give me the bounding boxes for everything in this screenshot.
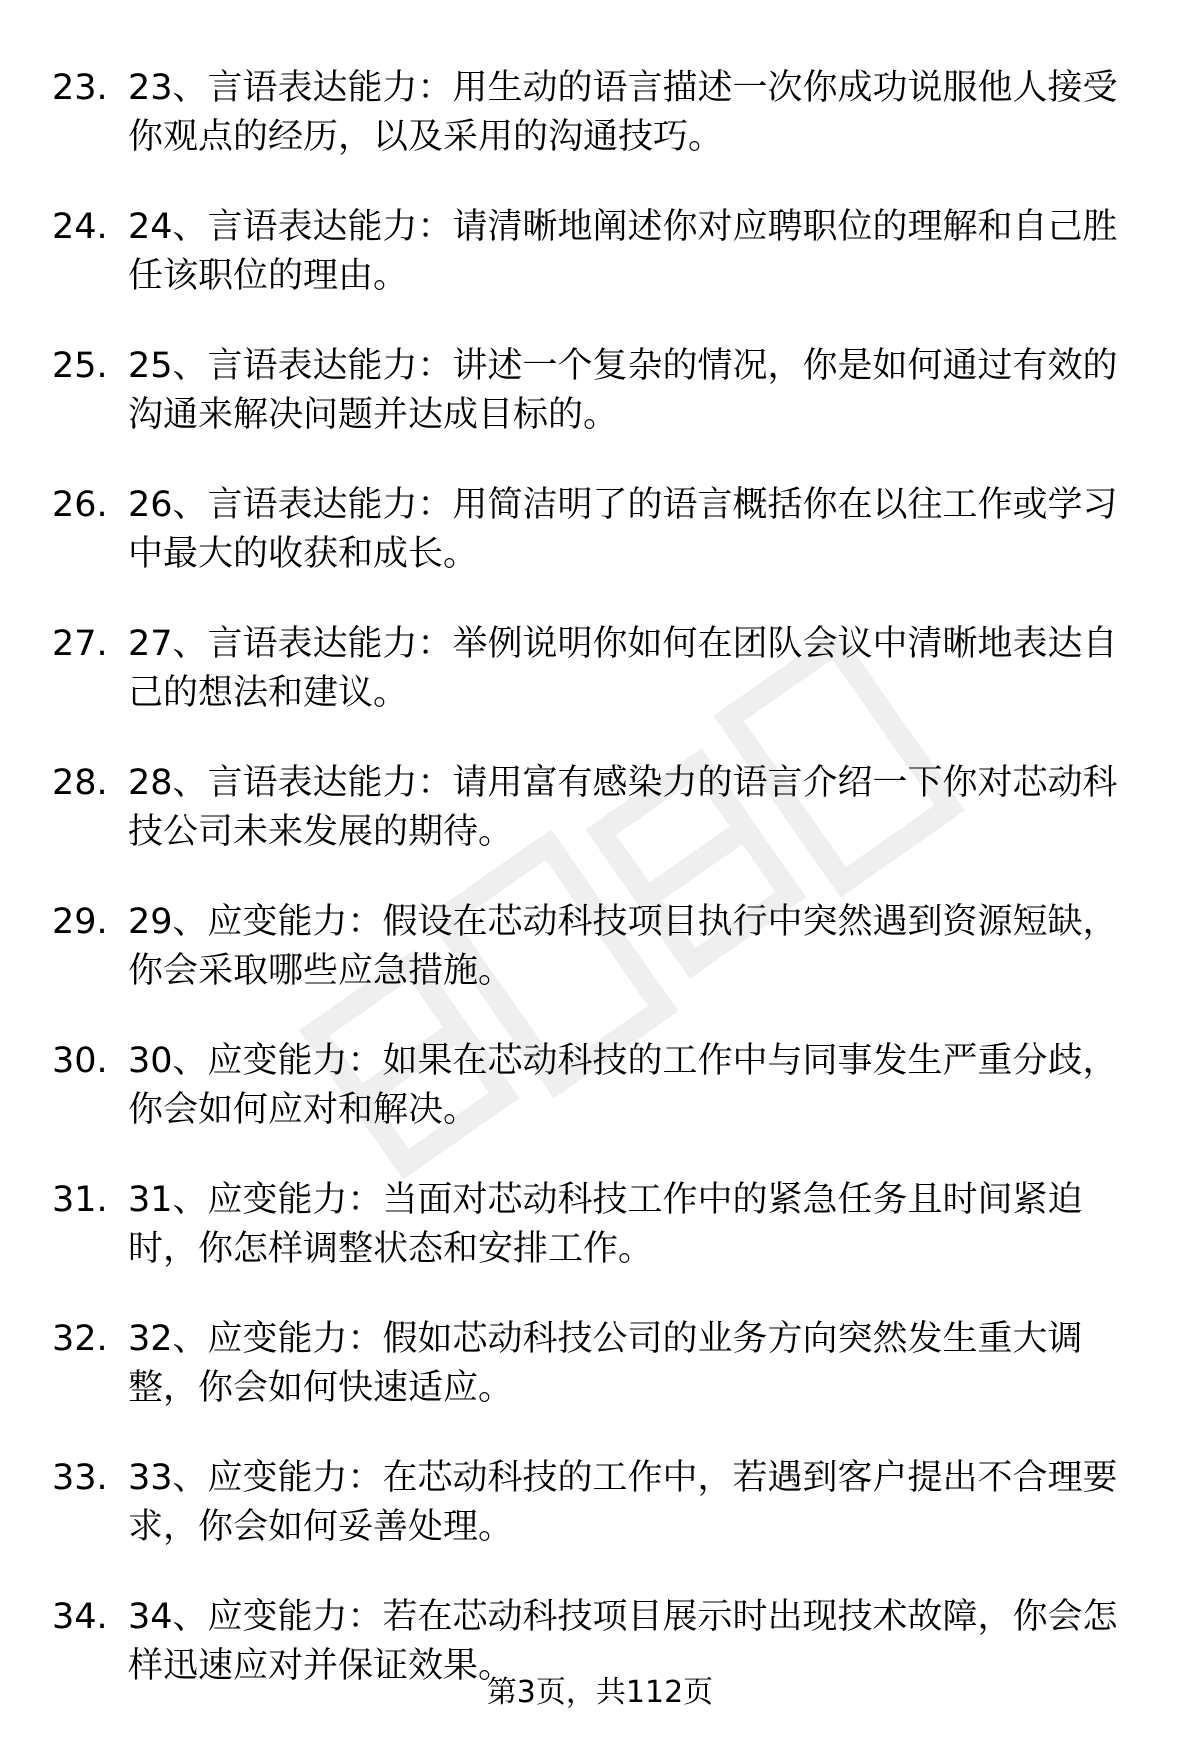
list-item (52, 1315, 1152, 1413)
list-item (52, 481, 1152, 579)
item-number: 30. (52, 1041, 108, 1081)
question-list (52, 64, 1152, 1732)
page-number-footer: 第3页，共112页 (486, 1675, 714, 1710)
item-number: 27. (52, 624, 108, 664)
item-text: 26、言语表达能力：用简洁明了的语言概括你在以往工作或学习中最大的收获和成长。 (128, 485, 1118, 574)
item-text: 29、应变能力：假设在芯动科技项目执行中突然遇到资源短缺，你会采取哪些应急措施。 (128, 902, 1118, 991)
item-text: 33、应变能力：在芯动科技的工作中，若遇到客户提出不合理要求，你会如何妥善处理。 (128, 1458, 1118, 1547)
item-text: 25、言语表达能力：讲述一个复杂的情况，你是如何通过有效的沟通来解决问题并达成目标的。 (128, 346, 1118, 435)
list-item (52, 759, 1152, 857)
item-number: 28. (52, 763, 108, 803)
list-item (52, 342, 1152, 440)
item-text: 27、言语表达能力：举例说明你如何在团队会议中清晰地表达自己的想法和建议。 (128, 624, 1118, 713)
list-item (52, 203, 1152, 301)
item-number: 29. (52, 902, 108, 942)
item-text: 24、言语表达能力：请清晰地阐述你对应聘职位的理解和自己胜任该职位的理由。 (128, 207, 1118, 296)
item-text: 23、言语表达能力：用生动的语言描述一次你成功说服他人接受你观点的经历，以及采用的沟通技巧。 (128, 68, 1118, 157)
item-number: 23. (52, 68, 108, 108)
item-number: 24. (52, 207, 108, 247)
item-number: 26. (52, 485, 108, 525)
item-number: 33. (52, 1458, 108, 1498)
list-item (52, 1454, 1152, 1552)
list-item (52, 898, 1152, 996)
item-number: 25. (52, 346, 108, 386)
list-item (52, 64, 1152, 162)
item-text: 32、应变能力：假如芯动科技公司的业务方向突然发生重大调整，你会如何快速适应。 (128, 1319, 1083, 1408)
list-item (52, 1176, 1152, 1274)
item-number: 32. (52, 1319, 108, 1359)
item-text: 34、应变能力：若在芯动科技项目展示时出现技术故障，你会怎样迅速应对并保证效果。 (128, 1597, 1118, 1686)
list-item (52, 620, 1152, 718)
item-text: 30、应变能力：如果在芯动科技的工作中与同事发生严重分歧，你会如何应对和解决。 (128, 1041, 1118, 1130)
item-number: 34. (52, 1597, 108, 1637)
list-item (52, 1037, 1152, 1135)
item-number: 31. (52, 1180, 108, 1220)
item-text: 31、应变能力：当面对芯动科技工作中的紧急任务且时间紧迫时，你怎样调整状态和安排工作。 (128, 1180, 1083, 1269)
item-text: 28、言语表达能力：请用富有感染力的语言介绍一下你对芯动科技公司未来发展的期待。 (128, 763, 1118, 852)
